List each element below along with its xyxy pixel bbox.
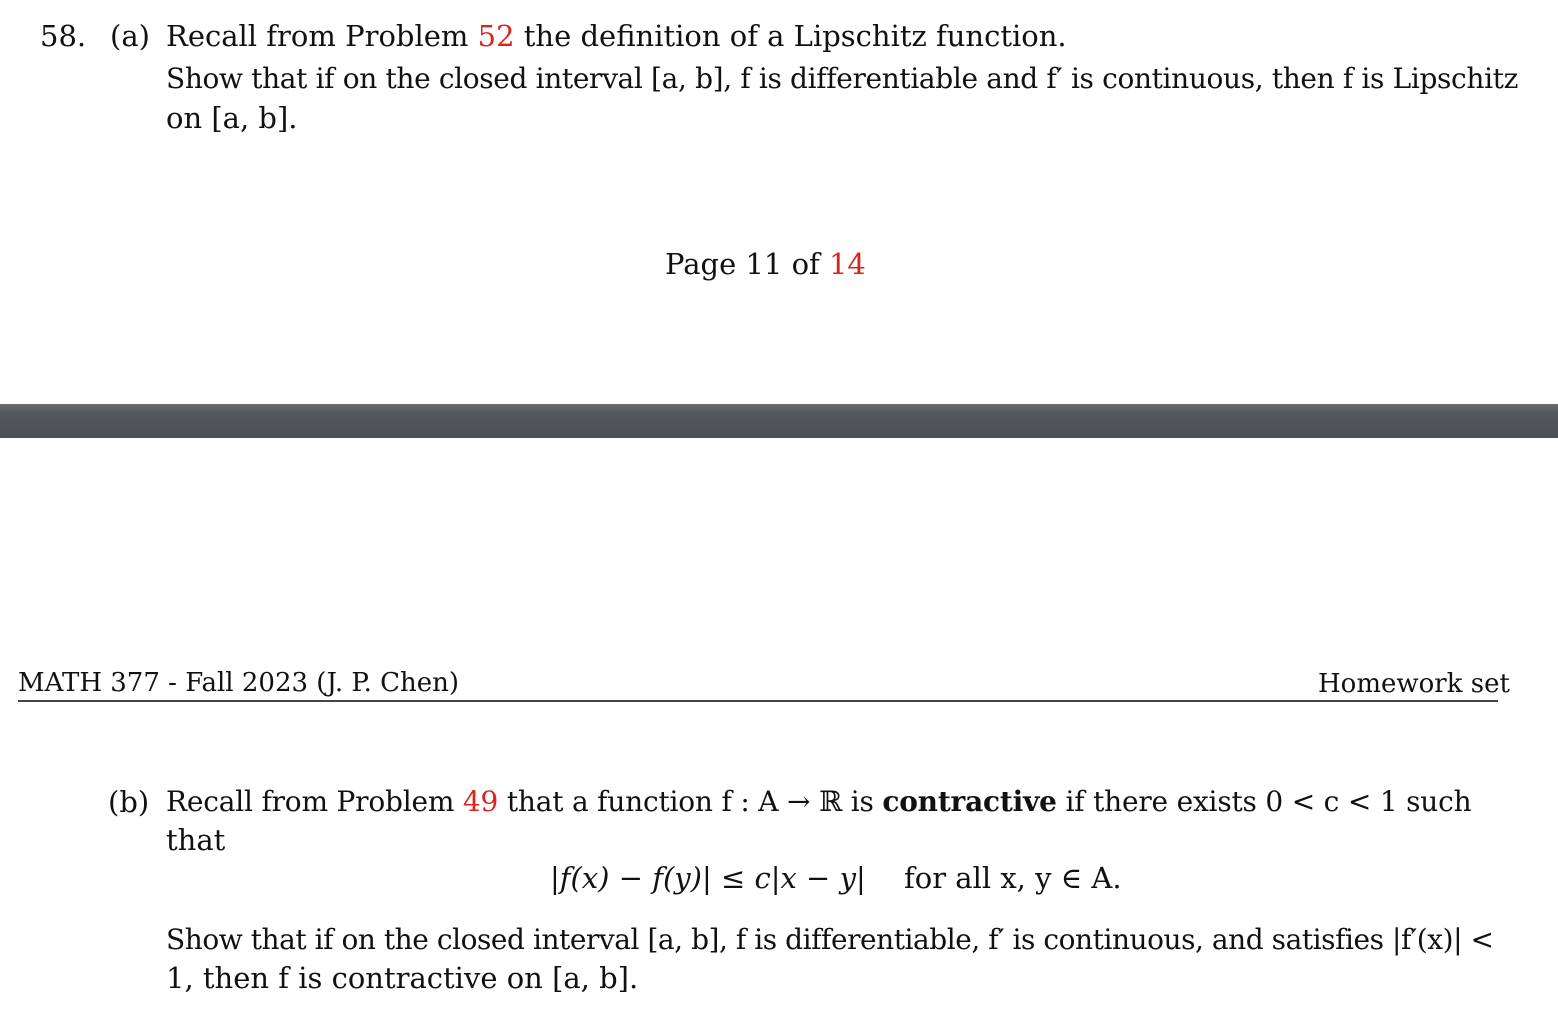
header-doc-type: Homework set bbox=[1318, 669, 1510, 699]
part-a-text: Recall from Problem bbox=[166, 19, 469, 53]
problem-49-link[interactable]: 49 bbox=[462, 785, 499, 818]
page-number bbox=[665, 247, 866, 281]
page-total-link[interactable]: 14 bbox=[828, 247, 866, 281]
contractive-formula: |f(x) − f(y)| ≤ c|x − y| bbox=[550, 861, 866, 895]
header-course: MATH 377 - Fall 2023 (J. P. Chen) bbox=[18, 668, 460, 698]
part-a-line1 bbox=[166, 19, 1067, 53]
header-rule bbox=[18, 700, 1498, 702]
part-a-text-post: the definition of a Lipschitz function. bbox=[523, 19, 1067, 53]
page-divider bbox=[0, 404, 1558, 438]
page-label: Page 11 of bbox=[665, 247, 820, 281]
part-b-line2: that bbox=[166, 823, 226, 857]
part-b-label: (b) bbox=[108, 785, 150, 819]
contractive-term: contractive bbox=[882, 785, 1057, 818]
part-b-line1 bbox=[166, 785, 1472, 818]
page-11 bbox=[0, 0, 1558, 404]
part-b-line3: Show that if on the closed interval [a, b], f is differentiable, f′ is continuous, and satisfies |f′(x)| < bbox=[166, 923, 1494, 956]
part-b-text: Recall from Problem bbox=[166, 785, 455, 818]
problem-number: 58. bbox=[40, 19, 87, 53]
part-b-line4: 1, then f is contractive on [a, b]. bbox=[166, 961, 639, 995]
part-b-text-post: if there exists 0 < c < 1 such bbox=[1065, 785, 1472, 818]
formula-condition: for all x, y ∈ A. bbox=[904, 861, 1122, 895]
problem-52-link[interactable]: 52 bbox=[477, 19, 515, 53]
part-a-line3: on [a, b]. bbox=[166, 101, 298, 135]
part-a-label: (a) bbox=[110, 19, 150, 53]
part-a-line2: Show that if on the closed interval [a, b], f is differentiable and f′ is continuous, then f is Lipschitz bbox=[166, 62, 1518, 95]
part-b-text-mid: that a function f : A → ℝ is bbox=[506, 785, 874, 818]
